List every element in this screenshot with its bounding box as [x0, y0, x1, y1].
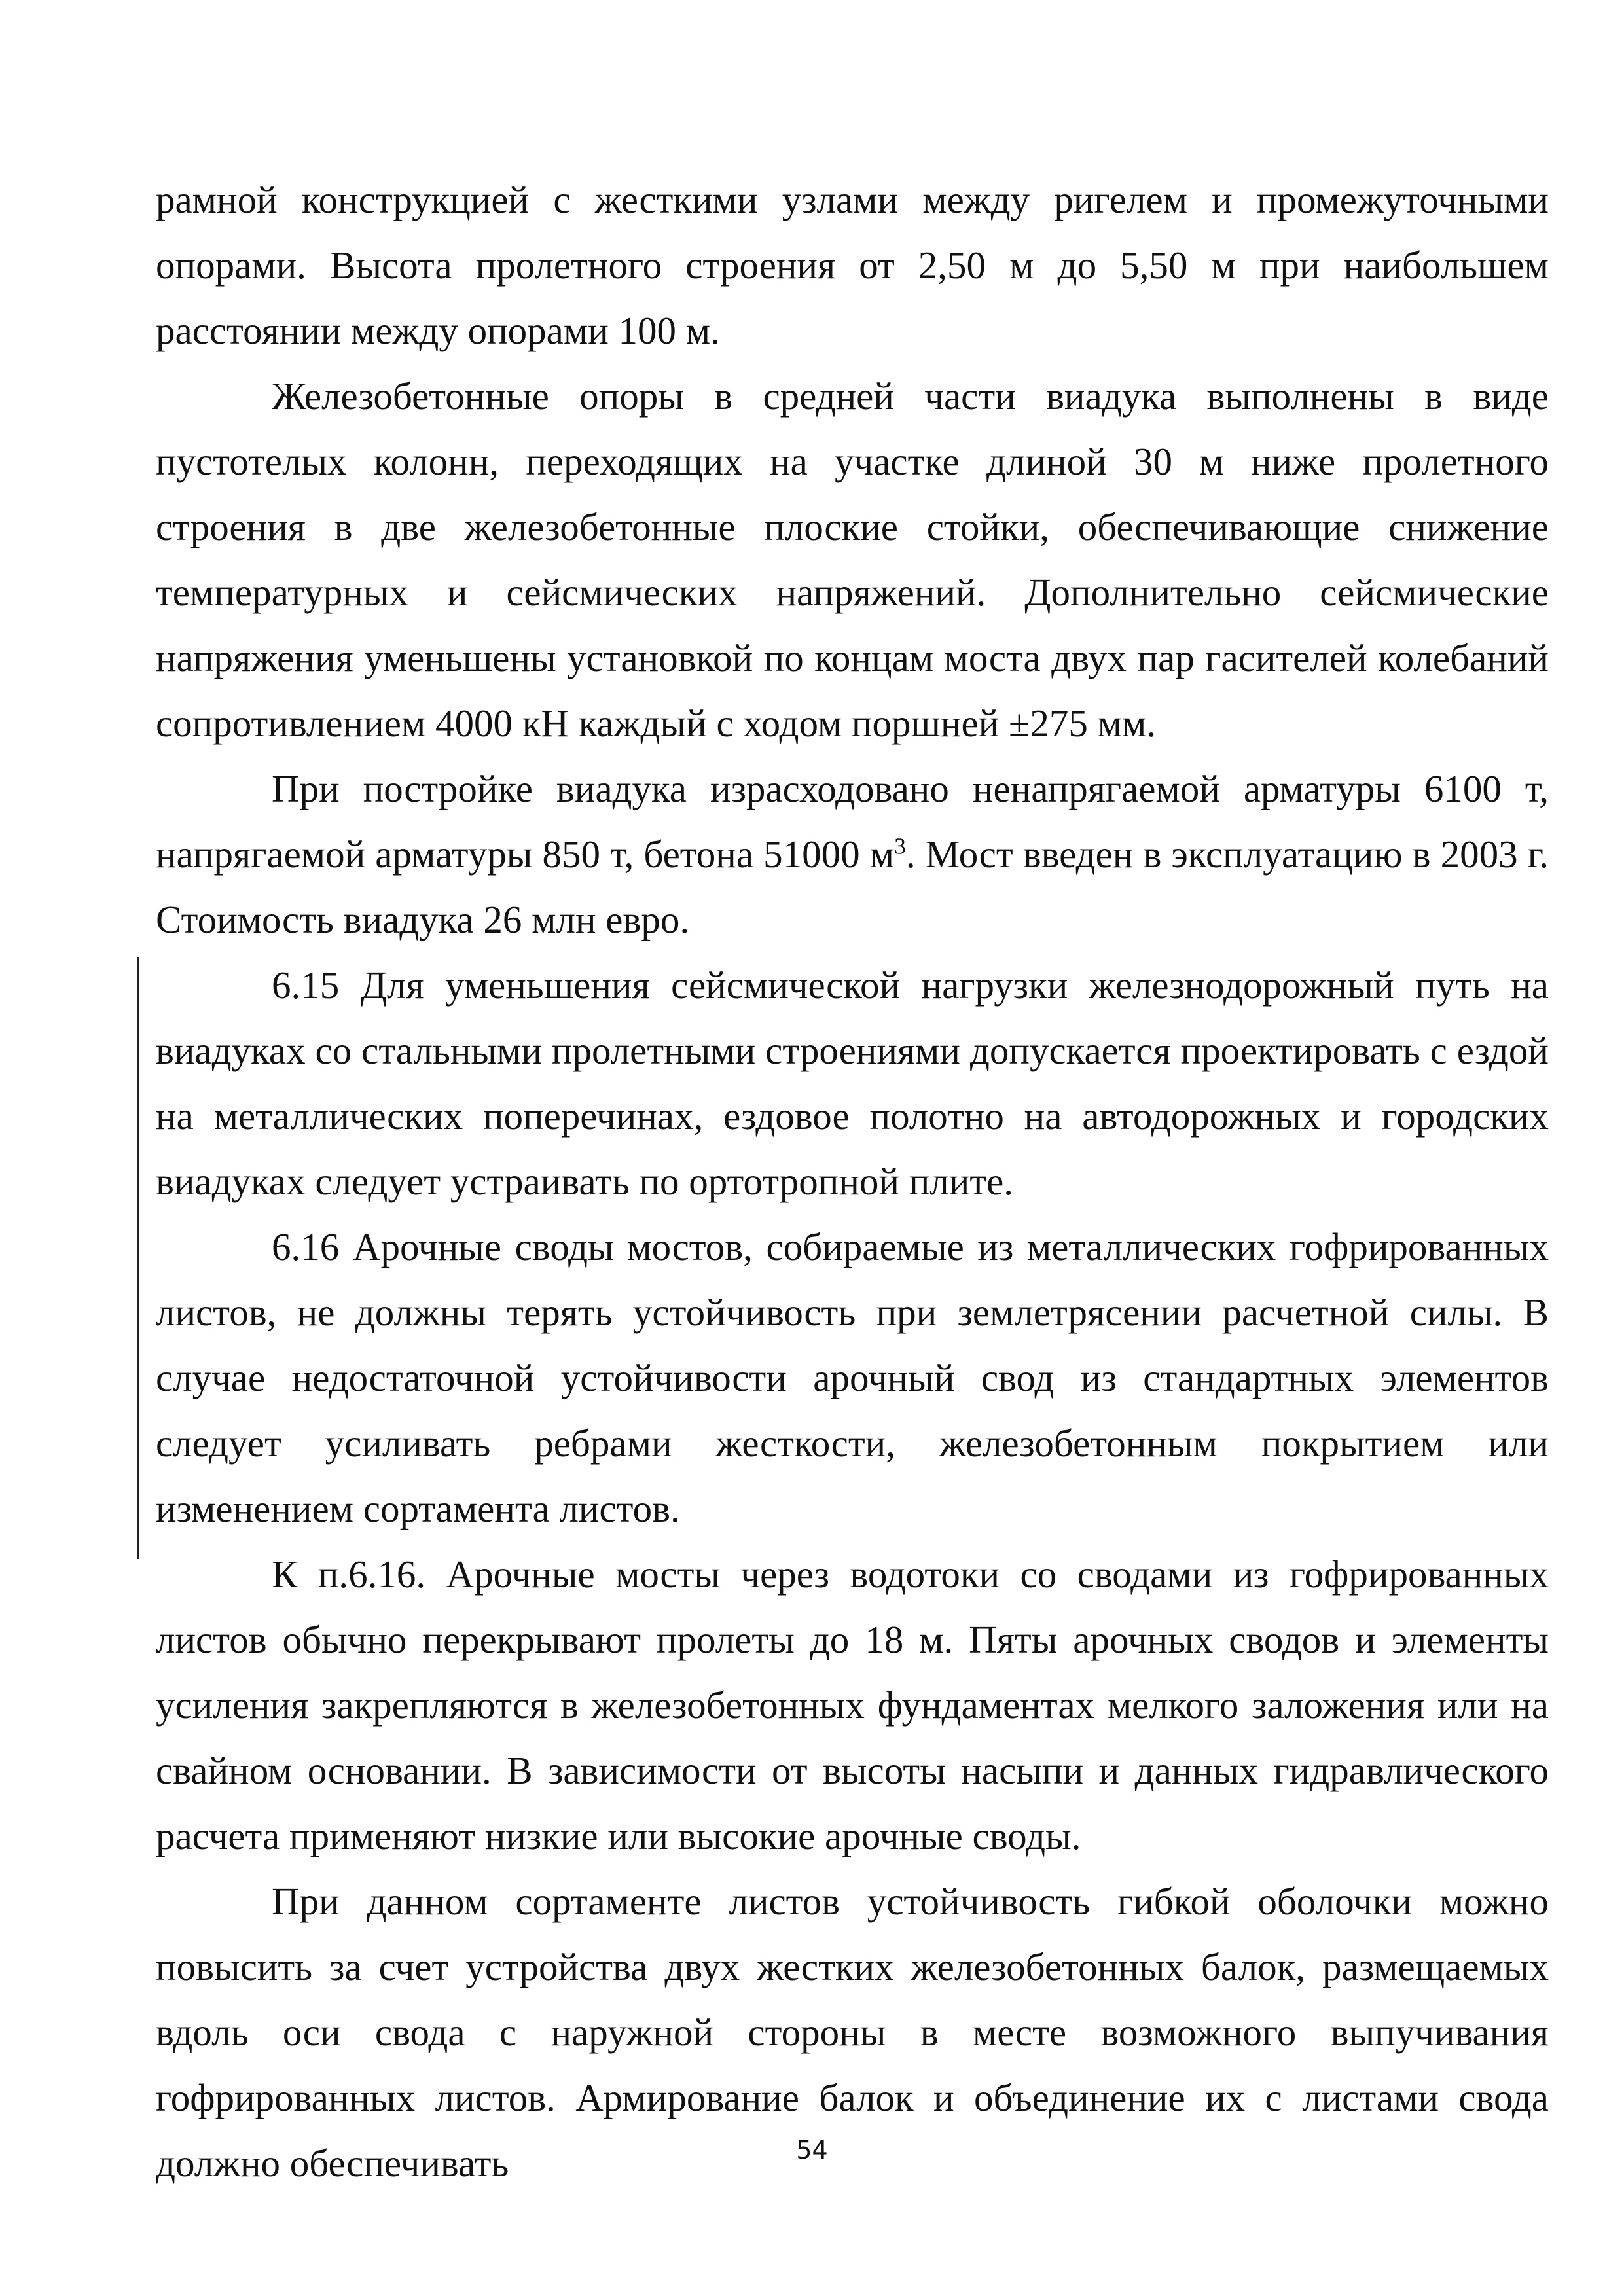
cubic-superscript: 3	[894, 833, 906, 859]
paragraph-concrete-supports: Железобетонные опоры в средней части виадука выполнены в виде пустотелых колонн, переходящих на участке длиной 30 м ниже пролетного строения в две железобетонные плоские стойки, обеспечивающие снижение температурных и сейсмических напряжений. Дополнительно сейсмические напряжения уменьшены установкой по концам моста двух пар гасителей колебаний сопротивлением 4000 кН каждый с ходом поршней ±275 мм.	[156, 374, 1549, 745]
materials-text-end: . Мост введен в эксплуатацию в 2003 г. Стоимость виадука 26 млн евро.	[156, 833, 1549, 941]
materials-text-start: При постройке виадука израсходовано ненапрягаемой арматуры 6100 т, напрягаемой арматуры 850 т, бетона 51000 м	[156, 767, 1549, 876]
paragraph-clause-6-16: 6.16 Арочные своды мостов, собираемые из металлических гофрированных листов, не должны терять устойчивость при землетрясении расчетной силы. В случае недостаточной устойчивости арочный свод из стандартных элементов следует усиливать ребрами жесткости, железобетонным покрытием или изменением сортамента листов.	[156, 1225, 1549, 1530]
paragraph-materials-cost	[156, 756, 1549, 952]
revision-change-bar	[137, 957, 139, 1559]
page-number: 54	[796, 2136, 828, 2164]
paragraph-viaduct-frame: рамной конструкцией с жесткими узлами между ригелем и промежуточными опорами. Высота пролетного строения от 2,50 м до 5,50 м при наибольшем расстоянии между опорами 100 м.	[156, 178, 1549, 352]
body-text	[156, 167, 1549, 2196]
paragraph-shell-stability: При данном сортаменте листов устойчивость гибкой оболочки можно повысить за счет устройства двух жестких железобетонных балок, размещаемых вдоль оси свода с наружной стороны в месте возможного выпучивания гофрированных листов. Армирование балок и объединение их с листами свода должно обеспечивать	[156, 1880, 1549, 2185]
paragraph-clause-6-15: 6.15 Для уменьшения сейсмической нагрузки железнодорожный путь на виадуках со стальными пролетными строениями допускается проектировать с ездой на металлических поперечинах, ездовое полотно на автодорожных и городских виадуках следует устраивать по ортотропной плите.	[156, 963, 1549, 1203]
paragraph-comment-6-16: К п.6.16. Арочные мосты через водотоки со сводами из гофрированных листов обычно перекрывают пролеты до 18 м. Пяты арочных сводов и элементы усиления закрепляются в железобетонных фундаментах мелкого заложения или на свайном основании. В зависимости от высоты насыпи и данных гидравлического расчета применяют низкие или высокие арочные своды.	[156, 1552, 1549, 1857]
